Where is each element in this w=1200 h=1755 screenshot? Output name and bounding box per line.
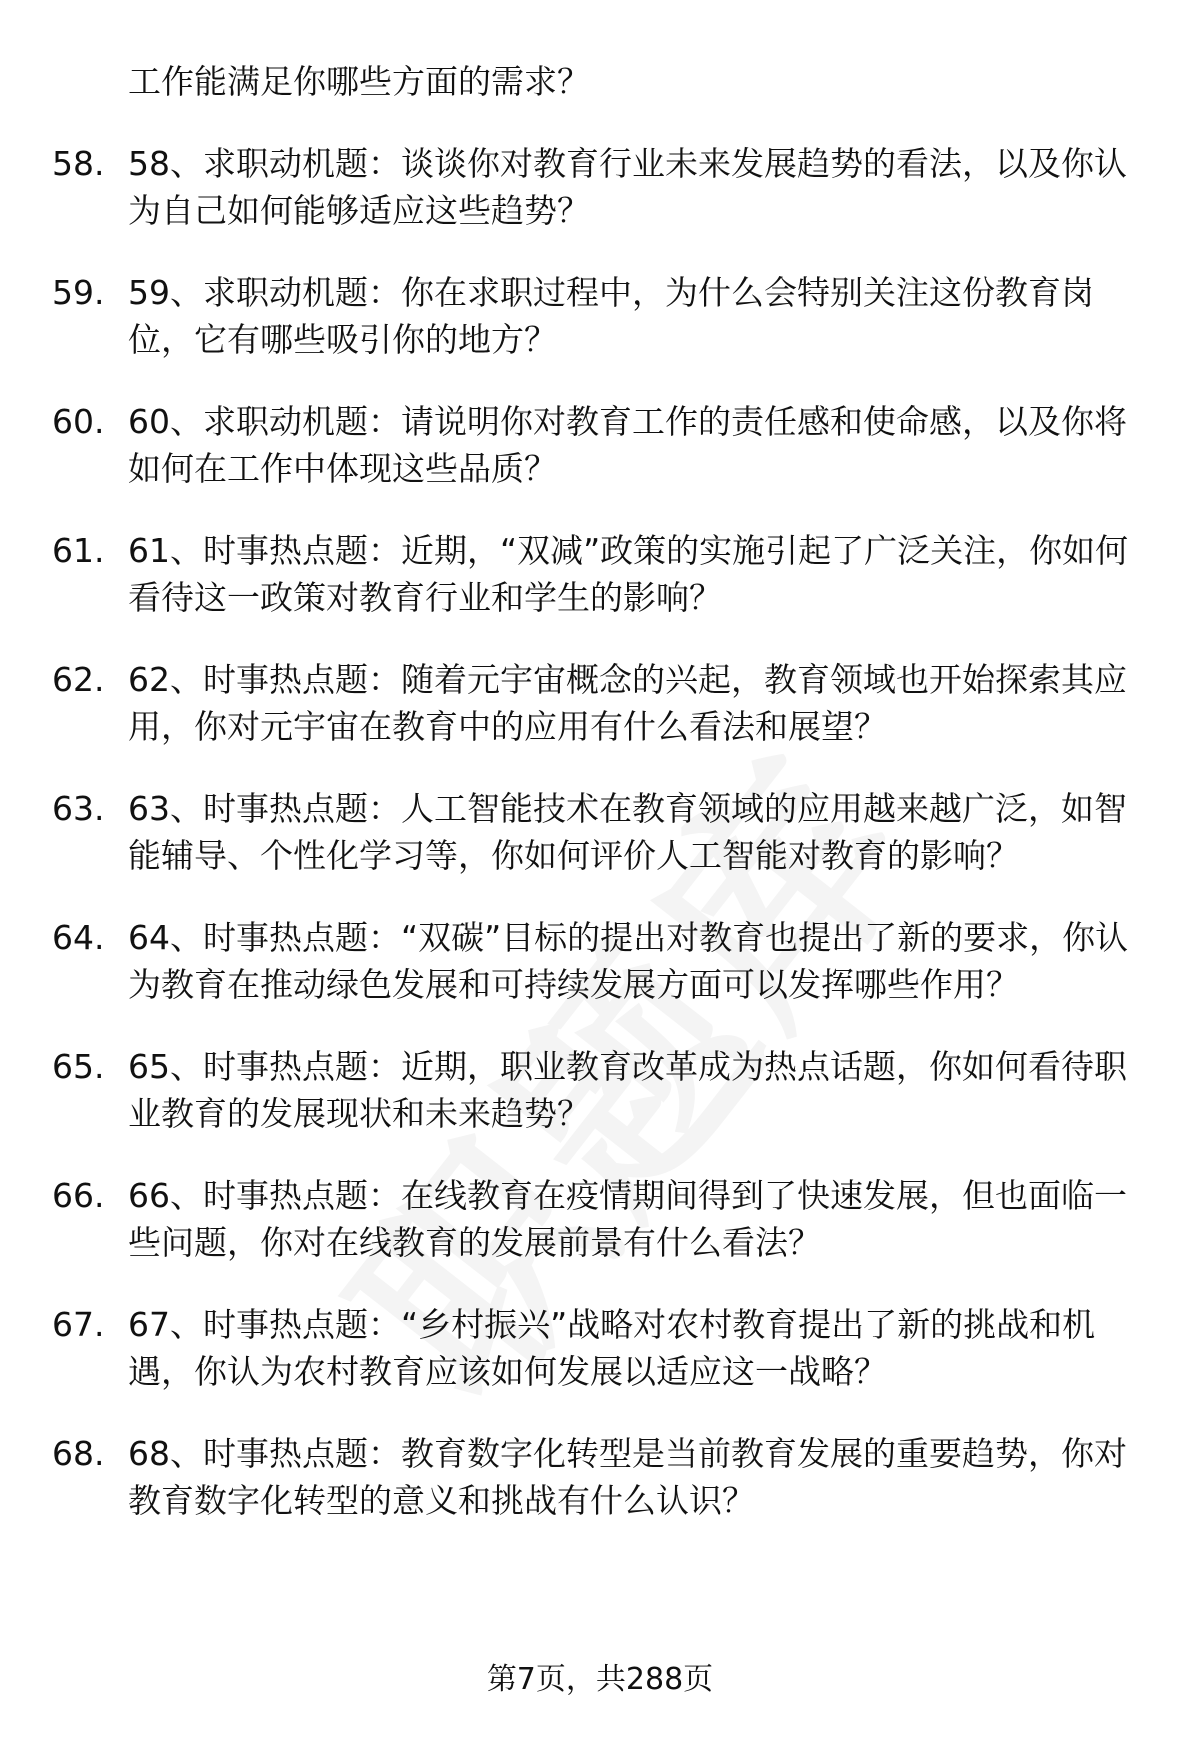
question-item xyxy=(0,1301,1200,1395)
question-item xyxy=(0,656,1200,750)
question-text: 66、时事热点题：在线教育在疫情期间得到了快速发展，但也面临一些问题，你对在线教育的发展前景有什么看法？ xyxy=(128,1176,1127,1262)
question-number: 67. xyxy=(52,1305,105,1344)
question-item xyxy=(0,785,1200,879)
question-number: 59. xyxy=(52,273,105,312)
question-item xyxy=(0,1043,1200,1137)
question-number: 65. xyxy=(52,1047,105,1086)
question-text: 61、时事热点题：近期，“双减”政策的实施引起了广泛关注，你如何看待这一政策对教育行业和学生的影响？ xyxy=(128,531,1129,617)
page-footer: 第7页，共288页 xyxy=(486,1662,714,1697)
question-text: 68、时事热点题：教育数字化转型是当前教育发展的重要趋势，你对教育数字化转型的意义和挑战有什么认识？ xyxy=(128,1434,1127,1520)
question-text: 62、时事热点题：随着元宇宙概念的兴起，教育领域也开始探索其应用，你对元宇宙在教育中的应用有什么看法和展望？ xyxy=(128,660,1127,746)
question-number: 58. xyxy=(52,144,105,183)
question-number: 62. xyxy=(52,660,105,699)
question-item xyxy=(0,140,1200,234)
question-number: 63. xyxy=(52,789,105,828)
question-number: 66. xyxy=(52,1176,105,1215)
question-number: 61. xyxy=(52,531,105,570)
question-number: 68. xyxy=(52,1434,105,1473)
question-item xyxy=(0,914,1200,1008)
question-item xyxy=(0,1172,1200,1266)
question-text: 59、求职动机题：你在求职过程中，为什么会特别关注这份教育岗位，它有哪些吸引你的地方？ xyxy=(128,273,1094,359)
question-text: 67、时事热点题：“乡村振兴”战略对农村教育提出了新的挑战和机遇，你认为农村教育应该如何发展以适应这一战略？ xyxy=(128,1305,1096,1391)
question-text: 65、时事热点题：近期，职业教育改革成为热点话题，你如何看待职业教育的发展现状和未来趋势？ xyxy=(128,1047,1127,1133)
question-text: 58、求职动机题：谈谈你对教育行业未来发展趋势的看法，以及你认为自己如何能够适应这些趋势？ xyxy=(128,144,1127,230)
question-item xyxy=(0,1430,1200,1524)
question-list xyxy=(0,140,1200,1559)
question-text: 63、时事热点题：人工智能技术在教育领域的应用越来越广泛，如智能辅导、个性化学习等，你如何评价人工智能对教育的影响？ xyxy=(128,789,1127,875)
continuation-text: 工作能满足你哪些方面的需求？ xyxy=(128,62,590,101)
question-text: 60、求职动机题：请说明你对教育工作的责任感和使命感，以及你将如何在工作中体现这些品质？ xyxy=(128,402,1127,488)
question-item xyxy=(0,269,1200,363)
question-number: 60. xyxy=(52,402,105,441)
question-number: 64. xyxy=(52,918,105,957)
question-item xyxy=(0,527,1200,621)
question-text: 64、时事热点题：“双碳”目标的提出对教育也提出了新的要求，你认为教育在推动绿色发展和可持续发展方面可以发挥哪些作用？ xyxy=(128,918,1129,1004)
question-item xyxy=(0,398,1200,492)
